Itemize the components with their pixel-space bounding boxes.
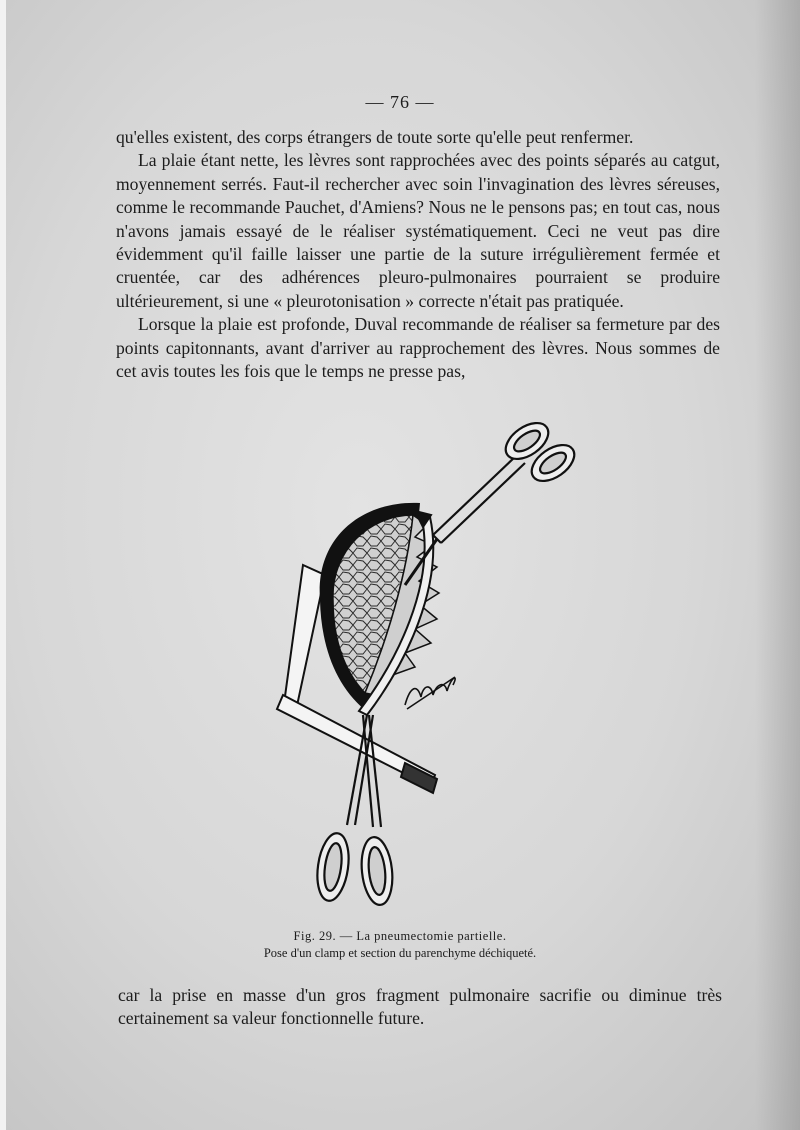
caption-title: Fig. 29. — La pneumectomie partielle. xyxy=(293,929,507,943)
paragraph-suture: La plaie étant nette, les lèvres sont rapprochées avec des points séparés au catgut, moyennement serrés. Faut-il rechercher avec soin l'invagination des lèvres séreuses, comme le recommande Pauchet, d'Amiens? Nous ne le pensons pas; en tout cas, nous n'avons jamais essayé de le réaliser systématiquement. Ceci ne veut pas dire évidemment qu'il faille laisser une partie de la suture irrégulièrement fermée et cruentée, car des adhérences pleuro-pulmonaires pourraient se produire ultérieurement, si une « pleurotonisation » correcte n'était pas pratiquée. xyxy=(116,150,720,311)
artist-signature xyxy=(405,677,455,709)
page-right-shadow xyxy=(755,0,800,1130)
closing-text xyxy=(118,984,722,1031)
body-text xyxy=(116,126,720,383)
page-left-edge xyxy=(0,0,6,1130)
paragraph-deep-wound: Lorsque la plaie est profonde, Duval recommande de réaliser sa fermeture par des points capitonnants, avant d'arriver au rapprochement des lèvres. Nous sommes de cet avis toutes les fois que le temps ne presse pas, xyxy=(116,314,720,382)
paragraph-closing: car la prise en masse d'un gros fragment pulmonaire sacrifie ou diminue très certainement sa valeur fonctionnelle future. xyxy=(118,985,722,1029)
paragraph-continuation: qu'elles existent, des corps étrangers de toute sorte qu'elle peut renfermer. xyxy=(116,127,634,147)
caption-subtitle: Pose d'un clamp et section du parenchyme déchiqueté. xyxy=(263,946,537,960)
page-number: — 76 — xyxy=(365,92,435,112)
surgical-illustration xyxy=(255,415,595,915)
figure-caption xyxy=(200,928,600,962)
